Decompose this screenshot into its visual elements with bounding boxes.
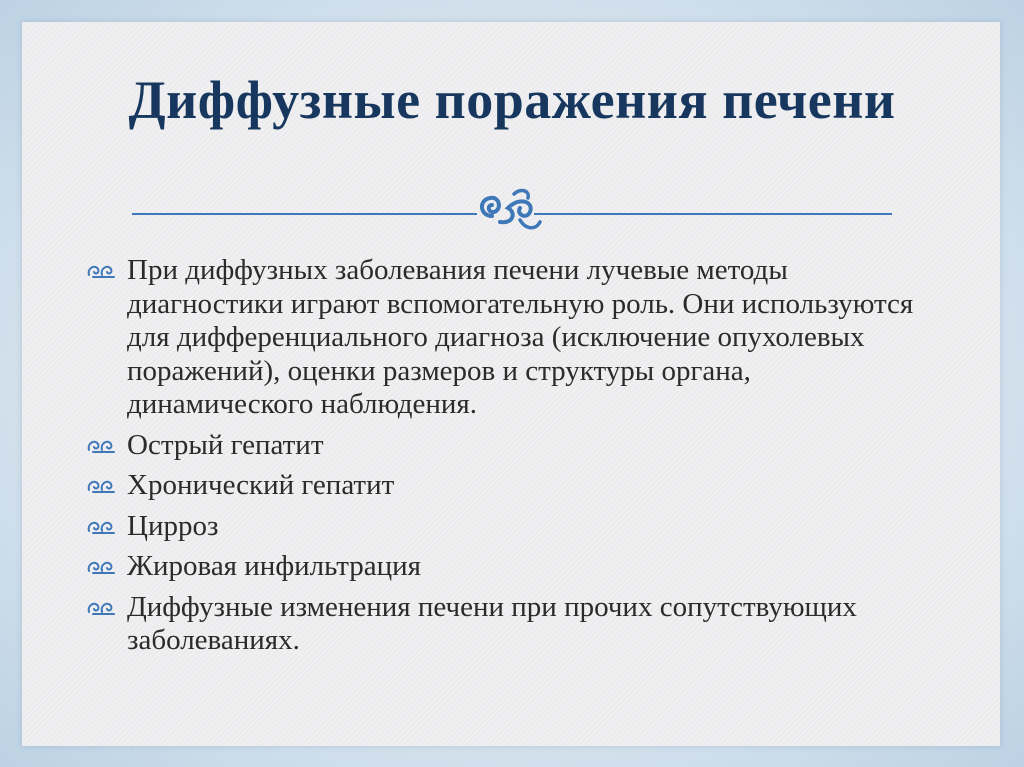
swirl-bullet-icon: [86, 516, 124, 538]
list-item: [86, 510, 926, 544]
list-item: [86, 550, 926, 584]
list-item-text: Цирроз: [127, 509, 219, 542]
swirl-bullet-icon: [86, 435, 124, 457]
swirl-bullet-icon: [86, 260, 124, 282]
divider-line-left: [132, 213, 477, 215]
list-item-text: При диффузных заболевания печени лучевые методы диагностики играют вспомогательную роль. Они используются для дифференциального диагноза (исключение опухолевых поражений), оценки размеров и структуры органа, динамического наблюдения.: [127, 254, 914, 420]
list-item-text: Хронический гепатит: [127, 469, 395, 501]
list-item: [86, 469, 926, 503]
swirl-bullet-icon: [86, 597, 124, 619]
title-divider: [132, 186, 892, 236]
bullet-list: [86, 254, 926, 665]
swirl-bullet-icon: [86, 556, 124, 578]
list-item: [86, 429, 926, 463]
list-item-text: Острый гепатит: [127, 428, 324, 461]
swirl-ornament-icon: [470, 186, 550, 236]
divider-line-right: [534, 213, 892, 215]
slide-title: Диффузные поражения печени: [128, 70, 896, 130]
list-item: [86, 591, 926, 658]
list-item: [86, 254, 926, 422]
list-item-text: Диффузные изменения печени при прочих сопутствующих заболеваниях.: [127, 590, 857, 656]
list-item-text: Жировая инфильтрация: [127, 550, 421, 582]
swirl-bullet-icon: [86, 475, 124, 497]
